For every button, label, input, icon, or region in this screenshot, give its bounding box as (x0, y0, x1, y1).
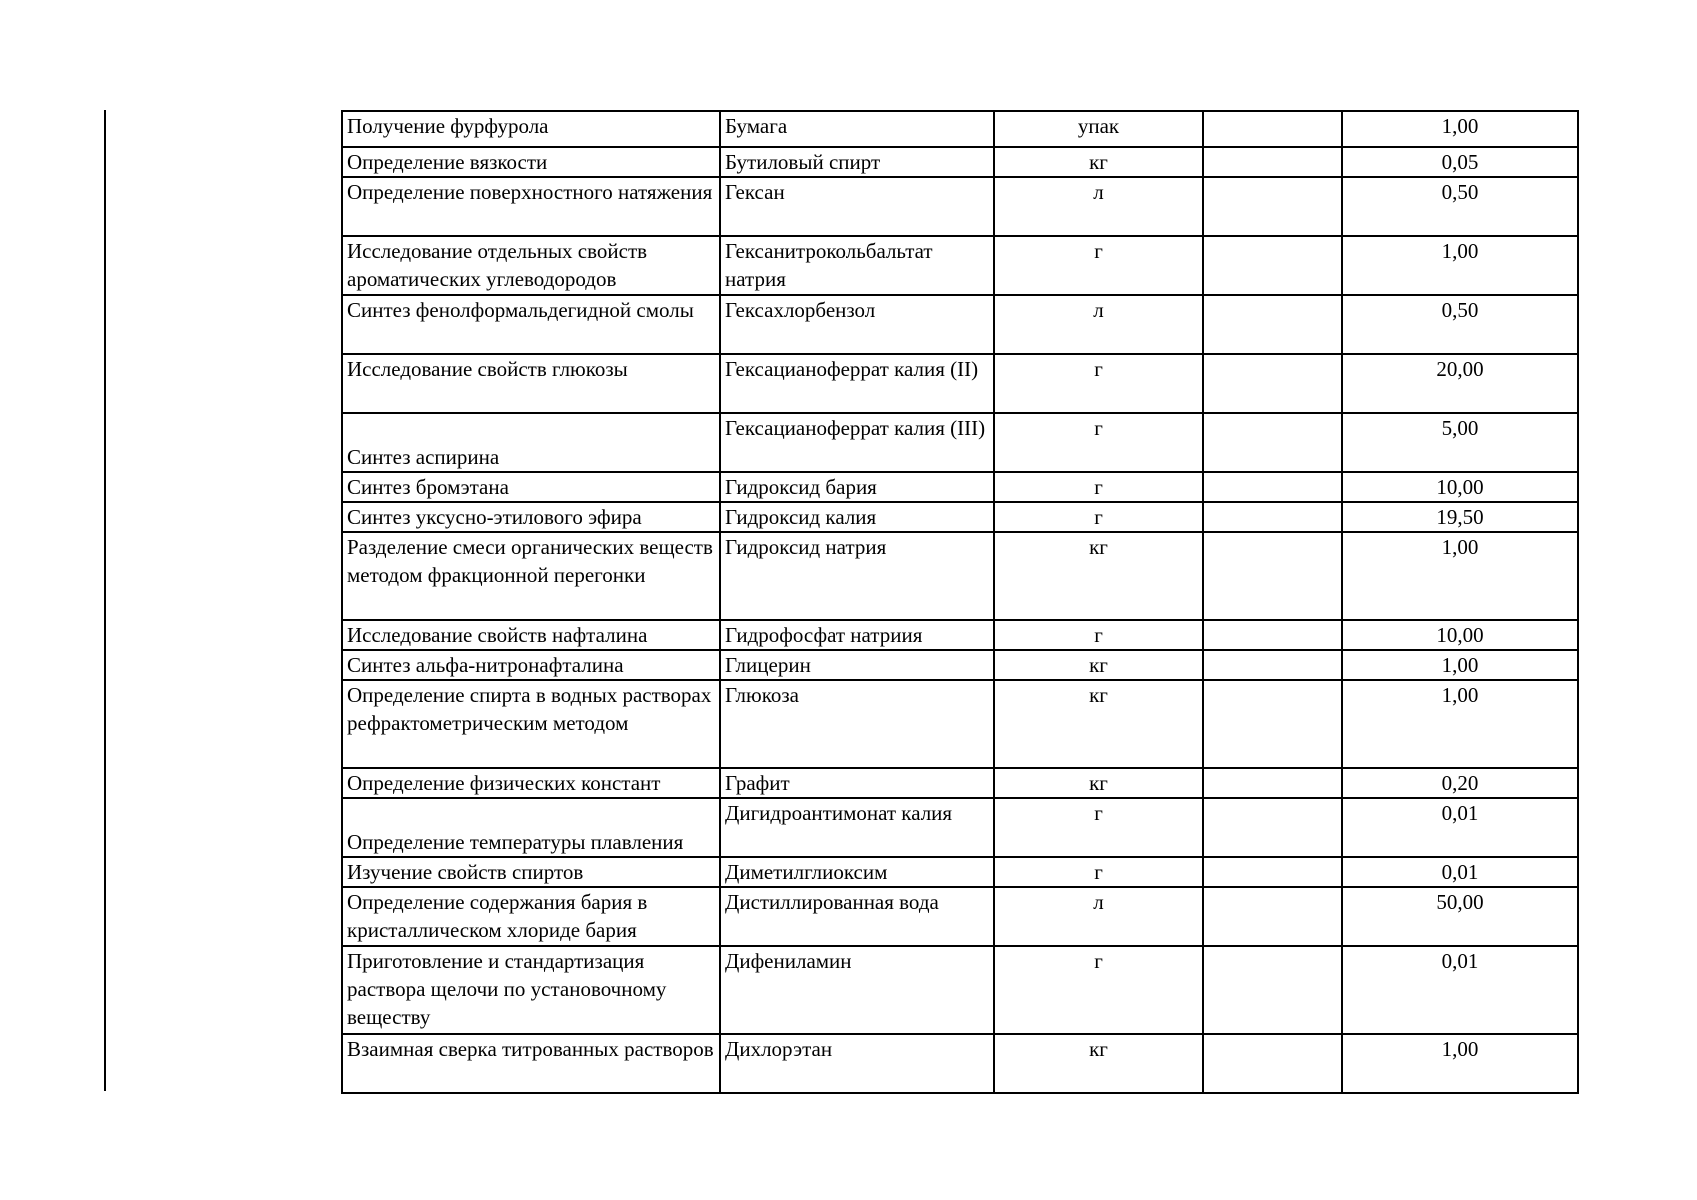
unit-cell: г (994, 798, 1203, 857)
unit-cell: г (994, 236, 1203, 295)
work-cell: Исследование свойств глюкозы (342, 354, 720, 413)
reagent-cell: Гидроксид бария (720, 472, 994, 502)
unit-cell: г (994, 413, 1203, 472)
work-cell: Изучение свойств спиртов (342, 857, 720, 887)
quantity-cell: 19,50 (1342, 502, 1578, 532)
reagent-cell: Дихлорэтан (720, 1034, 994, 1093)
reagent-cell: Гексахлорбензол (720, 295, 994, 354)
quantity-cell: 0,20 (1342, 768, 1578, 798)
quantity-cell: 1,00 (1342, 111, 1578, 147)
table-row (342, 887, 1578, 946)
work-cell: Определение содержания бария в кристаллическом хлориде бария (342, 887, 720, 946)
work-cell: Синтез уксусно-этилового эфира (342, 502, 720, 532)
unit-cell: г (994, 946, 1203, 1034)
reagent-cell: Гексанитрокольбальтат натрия (720, 236, 994, 295)
unit-cell: г (994, 472, 1203, 502)
unit-cell: кг (994, 650, 1203, 680)
table-row (342, 620, 1578, 650)
reagent-cell: Гексан (720, 177, 994, 236)
reagent-cell: Графит (720, 768, 994, 798)
blank-cell (1203, 768, 1342, 798)
table-row (342, 680, 1578, 768)
blank-cell (1203, 620, 1342, 650)
quantity-cell: 1,00 (1342, 650, 1578, 680)
quantity-cell: 0,50 (1342, 295, 1578, 354)
quantity-cell: 0,50 (1342, 177, 1578, 236)
blank-cell (1203, 147, 1342, 177)
unit-cell: л (994, 177, 1203, 236)
table-row (342, 472, 1578, 502)
quantity-cell: 1,00 (1342, 532, 1578, 620)
unit-cell: кг (994, 768, 1203, 798)
table-row (342, 413, 1578, 472)
work-cell: Определение физических констант (342, 768, 720, 798)
table-row (342, 295, 1578, 354)
work-cell: Определение спирта в водных растворах рефрактометрическим методом (342, 680, 720, 768)
work-cell: Определение поверхностного натяжения (342, 177, 720, 236)
quantity-cell: 10,00 (1342, 472, 1578, 502)
table-row (342, 532, 1578, 620)
blank-cell (1203, 236, 1342, 295)
table-row (342, 1034, 1578, 1093)
work-cell: Взаимная сверка титрованных растворов (342, 1034, 720, 1093)
unit-cell: кг (994, 680, 1203, 768)
unit-cell: г (994, 354, 1203, 413)
work-cell: Синтез фенолформальдегидной смолы (342, 295, 720, 354)
reagent-cell: Дистиллированная вода (720, 887, 994, 946)
reagent-cell: Глюкоза (720, 680, 994, 768)
work-cell: Исследование отдельных свойств ароматических углеводородов (342, 236, 720, 295)
work-cell: Исследование свойств нафталина (342, 620, 720, 650)
quantity-cell: 0,01 (1342, 857, 1578, 887)
work-cell: Синтез аспирина (342, 413, 720, 472)
work-cell: Получение фурфурола (342, 111, 720, 147)
unit-cell: л (994, 295, 1203, 354)
quantity-cell: 0,01 (1342, 798, 1578, 857)
quantity-cell: 0,01 (1342, 946, 1578, 1034)
reagent-cell: Гексацианоферрат калия (III) (720, 413, 994, 472)
reagent-cell: Гидроксид натрия (720, 532, 994, 620)
blank-cell (1203, 111, 1342, 147)
quantity-cell: 10,00 (1342, 620, 1578, 650)
blank-cell (1203, 502, 1342, 532)
blank-cell (1203, 887, 1342, 946)
quantity-cell: 50,00 (1342, 887, 1578, 946)
blank-cell (1203, 532, 1342, 620)
quantity-cell: 20,00 (1342, 354, 1578, 413)
reagents-table (341, 110, 1579, 1094)
work-cell: Синтез бромэтана (342, 472, 720, 502)
reagent-cell: Диметилглиоксим (720, 857, 994, 887)
table-row (342, 111, 1578, 147)
unit-cell: упак (994, 111, 1203, 147)
table-row (342, 650, 1578, 680)
blank-cell (1203, 472, 1342, 502)
table-row (342, 177, 1578, 236)
blank-cell (1203, 798, 1342, 857)
unit-cell: кг (994, 147, 1203, 177)
table-row (342, 502, 1578, 532)
quantity-cell: 5,00 (1342, 413, 1578, 472)
quantity-cell: 0,05 (1342, 147, 1578, 177)
work-cell: Разделение смеси органических веществ методом фракционной перегонки (342, 532, 720, 620)
blank-cell (1203, 680, 1342, 768)
blank-cell (1203, 946, 1342, 1034)
reagent-cell: Дигидроантимонат калия (720, 798, 994, 857)
quantity-cell: 1,00 (1342, 1034, 1578, 1093)
reagent-cell: Гидроксид калия (720, 502, 994, 532)
reagent-cell: Глицерин (720, 650, 994, 680)
table-body (342, 111, 1578, 1093)
work-cell: Определение температуры плавления (342, 798, 720, 857)
blank-cell (1203, 295, 1342, 354)
unit-cell: г (994, 857, 1203, 887)
reagent-cell: Гидрофосфат натриия (720, 620, 994, 650)
table-row (342, 354, 1578, 413)
blank-cell (1203, 413, 1342, 472)
blank-cell (1203, 857, 1342, 887)
quantity-cell: 1,00 (1342, 236, 1578, 295)
table-row (342, 147, 1578, 177)
page-margin-line (104, 110, 106, 1091)
blank-cell (1203, 1034, 1342, 1093)
unit-cell: г (994, 620, 1203, 650)
table-row (342, 857, 1578, 887)
unit-cell: г (994, 502, 1203, 532)
work-cell: Приготовление и стандартизация раствора щелочи по установочному веществу (342, 946, 720, 1034)
reagent-cell: Бумага (720, 111, 994, 147)
unit-cell: л (994, 887, 1203, 946)
reagent-cell: Гексацианоферрат калия (II) (720, 354, 994, 413)
blank-cell (1203, 650, 1342, 680)
quantity-cell: 1,00 (1342, 680, 1578, 768)
table-row (342, 236, 1578, 295)
reagent-cell: Бутиловый спирт (720, 147, 994, 177)
table-row (342, 768, 1578, 798)
blank-cell (1203, 177, 1342, 236)
table-row (342, 946, 1578, 1034)
blank-cell (1203, 354, 1342, 413)
unit-cell: кг (994, 532, 1203, 620)
work-cell: Определение вязкости (342, 147, 720, 177)
unit-cell: кг (994, 1034, 1203, 1093)
reagent-cell: Дифениламин (720, 946, 994, 1034)
work-cell: Синтез альфа-нитронафталина (342, 650, 720, 680)
table-row (342, 798, 1578, 857)
